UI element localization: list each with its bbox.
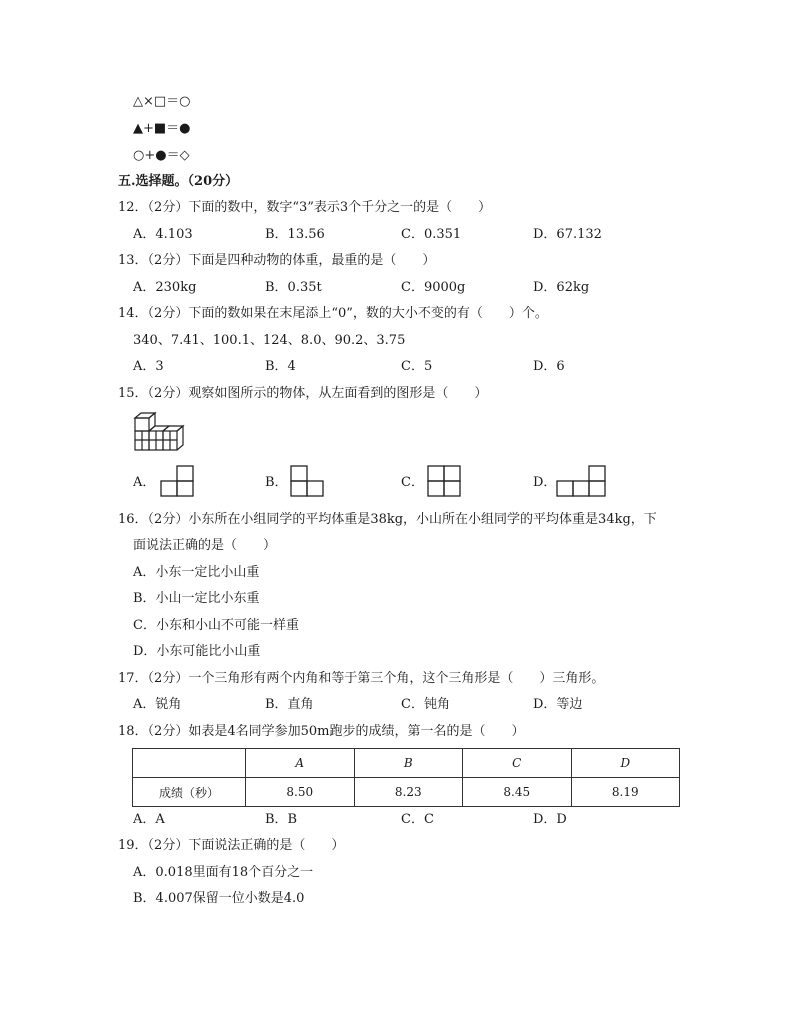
table-cell: 8.50 bbox=[246, 778, 355, 807]
q19-option-b[interactable]: B．4.007保留一位小数是4.0 bbox=[133, 891, 305, 906]
q15-option-b[interactable]: B． bbox=[265, 475, 288, 490]
q17-option-d[interactable]: D．等边 bbox=[533, 697, 583, 712]
q14-option-b[interactable]: B．4 bbox=[265, 359, 296, 374]
q18-option-d[interactable]: D．D bbox=[533, 812, 567, 827]
scores-table bbox=[132, 748, 680, 807]
q14-stem: 14．（2分）下面的数如果在末尾添上“0”，数的大小不变的有（ ）个。 bbox=[118, 306, 548, 321]
table-cell: 8.23 bbox=[354, 778, 463, 807]
q14-option-d[interactable]: D．6 bbox=[533, 359, 565, 374]
cube-object-figure bbox=[133, 412, 183, 454]
q15-option-a[interactable]: A． bbox=[133, 475, 156, 490]
q19-stem: 19．（2分）下面说法正确的是（ ） bbox=[118, 838, 345, 853]
q18-option-c[interactable]: C．C bbox=[401, 812, 434, 827]
q18-option-a[interactable]: A．A bbox=[133, 812, 165, 827]
q15-stem: 15．（2分）观察如图所示的物体，从左面看到的图形是（ ） bbox=[118, 386, 488, 401]
q17-option-c[interactable]: C．钝角 bbox=[401, 697, 450, 712]
q15-option-d-figure bbox=[556, 465, 606, 497]
q13-option-a[interactable]: A．230kg bbox=[133, 280, 197, 295]
q15-option-c-figure bbox=[427, 465, 461, 497]
table-row bbox=[133, 778, 680, 807]
q16-option-d[interactable]: D．小东可能比小山重 bbox=[133, 644, 261, 659]
q14-option-a[interactable]: A．3 bbox=[133, 359, 164, 374]
q14-numbers: 340、7.41、100.1、124、8.0、90.2、3.75 bbox=[133, 333, 406, 348]
q18-option-b[interactable]: B．B bbox=[265, 812, 298, 827]
table-header-cell bbox=[133, 749, 246, 778]
equation-1: △×□＝○ bbox=[133, 94, 191, 109]
q15-option-d[interactable]: D． bbox=[533, 475, 557, 490]
section-title: 五.选择题。（20分） bbox=[118, 174, 239, 189]
table-header-cell: C bbox=[463, 749, 572, 778]
q13-option-b[interactable]: B．0.35t bbox=[265, 280, 322, 295]
q12-option-c[interactable]: C．0.351 bbox=[401, 227, 462, 242]
table-cell: 8.45 bbox=[463, 778, 572, 807]
q12-option-b[interactable]: B．13.56 bbox=[265, 227, 325, 242]
q16-option-b[interactable]: B．小山一定比小东重 bbox=[133, 591, 260, 606]
q12-option-a[interactable]: A．4.103 bbox=[133, 227, 193, 242]
q16-stem-line2: 面说法正确的是（ ） bbox=[133, 538, 277, 553]
table-cell: 成绩（秒） bbox=[133, 778, 246, 807]
q13-option-c[interactable]: C．9000g bbox=[401, 280, 466, 295]
table-header-cell: B bbox=[354, 749, 463, 778]
q15-option-a-figure bbox=[160, 465, 194, 497]
q16-option-c[interactable]: C．小东和小山不可能一样重 bbox=[133, 618, 299, 633]
q16-stem-line1: 16．（2分）小东所在小组同学的平均体重是38kg，小山所在小组同学的平均体重是34kg，下 bbox=[118, 512, 657, 527]
table-cell: 8.19 bbox=[571, 778, 680, 807]
q12-stem: 12．（2分）下面的数中，数字“3”表示3个千分之一的是（ ） bbox=[118, 200, 492, 215]
q12-option-d[interactable]: D．67.132 bbox=[533, 227, 602, 242]
table-header-row bbox=[133, 749, 680, 778]
q16-option-a[interactable]: A．小东一定比小山重 bbox=[133, 565, 260, 580]
q15-option-b-figure bbox=[290, 465, 324, 497]
q17-stem: 17．（2分）一个三角形有两个内角和等于第三个角，这个三角形是（ ）三角形。 bbox=[118, 671, 605, 686]
table-header-cell: A bbox=[246, 749, 355, 778]
q13-stem: 13．（2分）下面是四种动物的体重，最重的是（ ） bbox=[118, 253, 436, 268]
q19-option-a[interactable]: A．0.018里面有18个百分之一 bbox=[133, 865, 314, 880]
q13-option-d[interactable]: D．62kg bbox=[533, 280, 590, 295]
q14-option-c[interactable]: C．5 bbox=[401, 359, 433, 374]
q18-stem: 18．（2分）如表是4名同学参加50m跑步的成绩，第一名的是（ ） bbox=[118, 724, 525, 739]
equation-2: ▲+■＝● bbox=[133, 121, 191, 136]
table-header-cell: D bbox=[571, 749, 680, 778]
q15-option-c[interactable]: C． bbox=[401, 475, 424, 490]
q17-option-b[interactable]: B．直角 bbox=[265, 697, 314, 712]
q17-option-a[interactable]: A．锐角 bbox=[133, 697, 182, 712]
equation-3: ○+●＝◇ bbox=[133, 148, 190, 163]
